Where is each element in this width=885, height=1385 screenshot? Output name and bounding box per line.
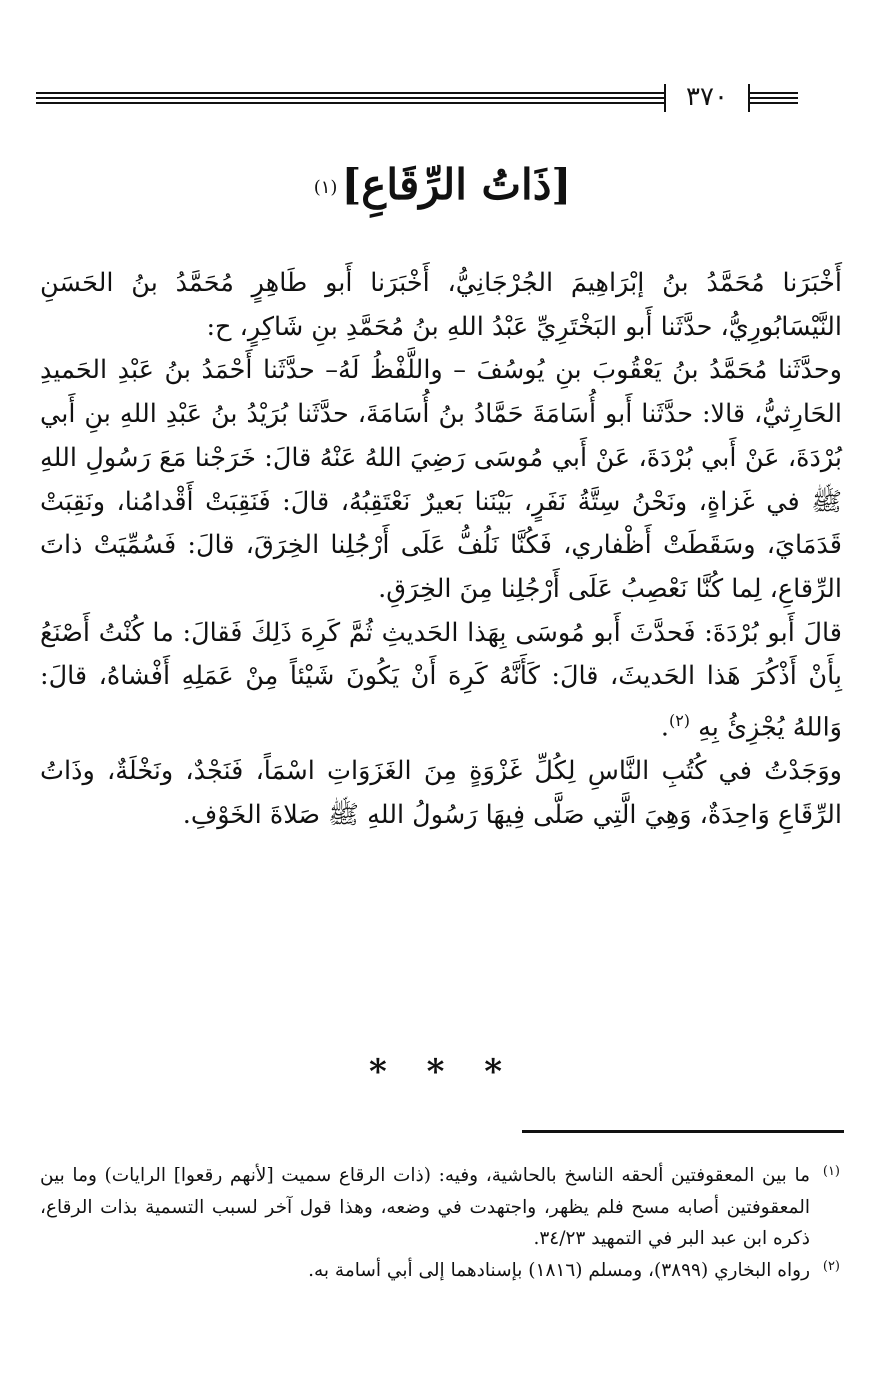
page-number: ٣٧٠ [686,82,728,112]
header-rule [36,92,664,94]
header-rule [748,102,798,104]
paragraph-end: . [660,712,669,743]
header-rule [36,97,664,99]
footnotes [40,1160,840,1286]
footnote-text: رواه البخاري (٣٨٩٩)، ومسلم (١٨١٦) بإسنادهما إلى أبي أسامة به. [308,1259,810,1281]
header-rule [748,97,798,99]
chapter-heading [0,160,885,209]
main-text [40,262,842,838]
footnote-reference: (٢) [668,711,691,731]
footnote-1 [40,1160,840,1255]
paragraph-author-note: ووَجَدْتُ في كُتُبِ النَّاسِ لِكُلِّ غَزْوَةٍ مِنَ الغَزَوَاتِ اسْمَاً، فَنَجْدٌ، ونَخْلَةٌ، وذَاتُ الرِّقَاعِ وَاحِدَةٌ، وَهِيَ الَّتِي صَلَّى فِيهَا رَسُولُ اللهِ ﷺ صَلاةَ الخَوْفِ. [40,756,842,830]
header-rule [36,102,664,104]
paragraph-abu-burda [40,612,842,751]
footnote-rule [522,1130,844,1133]
paragraph-hadith: وحدَّثَنا مُحَمَّدُ بنُ يَعْقُوبَ بنِ يُوسُفَ – واللَّفْظُ لَهُ– حدَّثَنا أَحْمَدُ بنُ عَبْدِ الحَميدِ الحَارِثيُّ، قالا: حدَّثَنا أَبو أُسَامَةَ حَمَّادُ بنُ أُسَامَةَ، حدَّثَنا بُرَيْدُ بنُ عَبْدِ اللهِ بنِ أَبي بُرْدَةَ، عَنْ أَبي بُرْدَةَ، عَنْ أَبي مُوسَى رَضِيَ اللهُ عَنْهُ قالَ: خَرَجْنا مَعَ رَسُولِ اللهِ ﷺ في غَزاةٍ، ونَحْنُ سِتَّةُ نَفَرٍ، بَيْنَنا بَعيرٌ نَعْتَقِبُهُ، قالَ: فَنَقِبَتْ أَقْدامُنا، ونَقِبَتْ قَدَمَايَ، وسَقَطَتْ أَظْفاري، فَكُنَّا نَلُفُّ عَلَى أَرْجُلِنا الخِرَقَ، قالَ: فَسُمِّيَتْ ذاتَ الرِّقاعِ، لِما كُنَّا نَعْصِبُ عَلَى أَرْجُلِنا مِنَ الخِرَقِ. [40,355,842,604]
footnote-2 [40,1255,840,1287]
page-header [36,84,798,114]
footnote-marker: (٢) [822,1258,840,1274]
paragraph-isnad: أَخْبَرَنا مُحَمَّدُ بنُ إبْرَاهِيمَ الجُرْجَانِيُّ، أَخْبَرَنا أَبو طَاهِرٍ مُحَمَّدُ بنُ الحَسَنِ النَّيْسَابُورِيُّ، حدَّثَنا أَبو البَخْتَرِيِّ عَبْدُ اللهِ بنُ مُحَمَّدِ بنِ شَاكِرٍ، ح: [40,268,842,342]
header-rule [748,92,798,94]
section-separator: * * * [368,1052,516,1092]
title-footnote-marker: (١) [313,176,338,198]
chapter-title: [ذَاتُ الرِّقَاعِ] [341,160,572,209]
paragraph-abu-burda-text: قالَ أَبو بُرْدَةَ: فَحدَّثَ أَبو مُوسَى بِهَذا الحَديثِ ثُمَّ كَرِهَ ذَلِكَ فَقالَ: ما كُنْتُ أَصْنَعُ بِأَنْ أَذْكُرَ هَذا الحَديثَ، قالَ: كَأَنَّهُ كَرِهَ أَنْ يَكُونَ شَيْئاً مِنْ عَمَلِهِ أَفْشاهُ، قالَ: وَاللهُ يُجْزِئُ بِهِ [40,617,842,743]
header-divider [664,84,666,112]
footnote-text: ما بين المعقوفتين ألحقه الناسخ بالحاشية، وفيه: (ذات الرقاع سميت [لأنهم رقعوا] الرايات) وما بين المعقوفتين أصابه مسح فلم يظهر، واجتهدت في وضعه، وهذا قول آخر لسبب التسمية بذات الرقاع، ذكره ابن عبد البر في التمهيد ٣٤/٢٣. [40,1165,810,1249]
footnote-marker: (١) [822,1164,840,1179]
